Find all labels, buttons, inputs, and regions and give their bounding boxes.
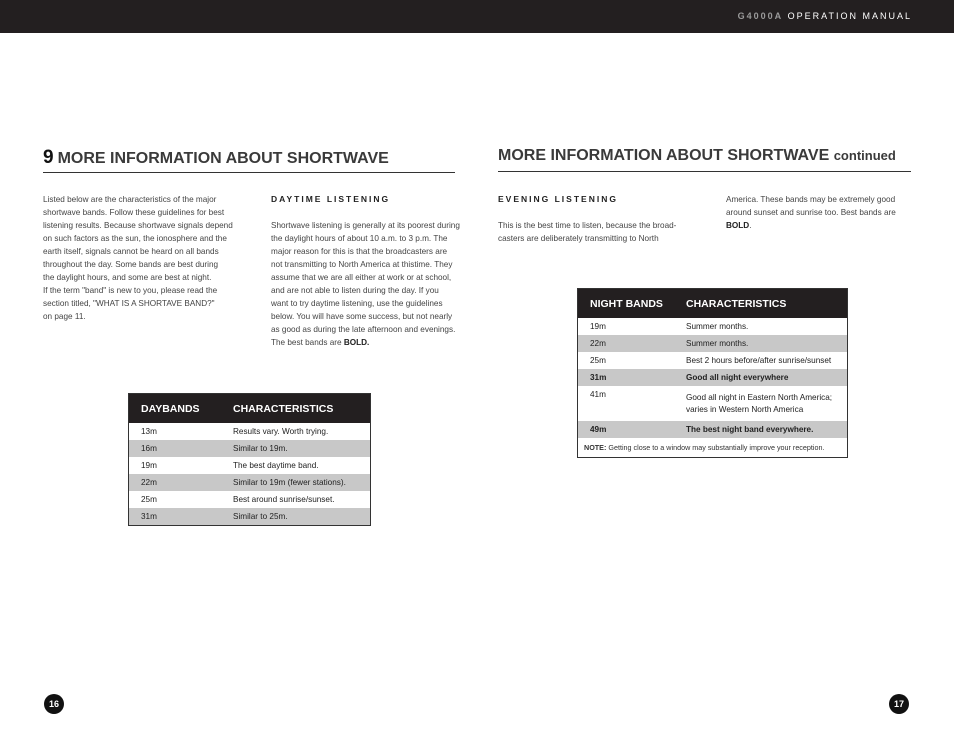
band-cell: 49m [578, 421, 675, 438]
table-header-row [578, 289, 848, 319]
band-cell: 25m [590, 356, 606, 365]
intro-paragraph [43, 193, 243, 323]
table-note-row [578, 438, 848, 458]
page-number-left: 16 [44, 694, 64, 714]
heading-continued: continued [833, 148, 896, 163]
intro-line: Listed below are the characteristics of the major [43, 195, 217, 204]
note-text: Getting close to a window may substantially improve your reception. [608, 443, 825, 452]
evening-line-last [726, 219, 916, 232]
col-header-characteristics: CHARACTERISTICS [674, 289, 848, 319]
desc-cell: The best daytime band. [233, 461, 319, 470]
desc-cell: Best around sunrise/sunset. [233, 495, 335, 504]
table-row [129, 474, 371, 491]
daytime-bold-word: BOLD. [343, 338, 370, 347]
left-heading-text: MORE INFORMATION ABOUT SHORTWAVE [57, 150, 389, 167]
left-heading-rule [43, 172, 455, 173]
intro-line: section titled, "WHAT IS A SHORTAVE BAND?" [43, 299, 215, 308]
table-row [578, 421, 848, 438]
band-cell: 22m [129, 474, 222, 491]
table-row [129, 457, 371, 474]
table-row [129, 491, 371, 508]
daytime-paragraph [271, 219, 461, 349]
desc-cell: Similar to 19m. [221, 440, 371, 457]
evening-paragraph-continued [726, 193, 916, 232]
daytime-subheading: DAYTIME LISTENING [271, 194, 391, 204]
band-cell: 31m [129, 508, 222, 526]
daytime-last-text: The best bands are [271, 338, 342, 347]
intro-line: listening results. Because shortwave signals depend [43, 221, 233, 230]
evening-line: America. These bands may be extremely good [726, 195, 896, 204]
daytime-line: the daylight hours of about 10 a.m. to 3 p.m. The [271, 234, 448, 243]
daytime-line: assume that we are all either at work or at school, [271, 273, 452, 282]
manual-title-text: OPERATION MANUAL [787, 11, 912, 21]
evening-line: around sunset and sunrise too. Best bands are [726, 208, 896, 217]
band-cell: 25m [141, 495, 157, 504]
desc-cell: Good all night everywhere [674, 369, 848, 386]
daybands-table [128, 393, 371, 526]
table-row [129, 508, 371, 526]
desc-cell: Results vary. Worth trying. [233, 427, 329, 436]
daytime-line-last [271, 336, 461, 349]
band-cell: 19m [141, 461, 157, 470]
right-heading-text: MORE INFORMATION ABOUT SHORTWAVE [498, 147, 830, 164]
daytime-line: Shortwave listening is generally at its poorest during [271, 221, 460, 230]
intro-line: on page 11. [43, 312, 86, 321]
intro-line: shortwave bands. Follow these guidelines for best [43, 208, 225, 217]
evening-bold-word: BOLD [726, 221, 750, 230]
page-number-right: 17 [889, 694, 909, 714]
right-heading-rule [498, 171, 911, 172]
desc-cell: The best night band everywhere. [674, 421, 848, 438]
band-cell: 31m [578, 369, 675, 386]
band-cell: 41m [590, 390, 606, 399]
table-row [578, 335, 848, 352]
evening-line: This is the best time to listen, because the broad- [498, 221, 677, 230]
evening-subheading: EVENING LISTENING [498, 194, 618, 204]
daytime-line: not transmitting to North America at thistime. They [271, 260, 453, 269]
desc-cell: Best 2 hours before/after sunrise/sunset [686, 356, 832, 365]
table-note [578, 438, 848, 458]
col-header-characteristics: CHARACTERISTICS [221, 394, 371, 424]
desc-cell: Similar to 25m. [221, 508, 371, 526]
evening-line: casters are deliberately transmitting to North [498, 234, 659, 243]
band-cell: 16m [129, 440, 222, 457]
col-header-daybands: DAYBANDS [129, 394, 222, 424]
table-header-row [129, 394, 371, 424]
intro-line: throughout the day. Some bands are best during [43, 260, 219, 269]
intro-line: If the term "band" is new to you, please read the [43, 286, 218, 295]
intro-line: earth itself, signals cannot be heard on all bands [43, 247, 219, 256]
header-bar [0, 0, 954, 33]
intro-line: on such factors as the sun, the ionosphere and the [43, 234, 227, 243]
table-row [578, 352, 848, 369]
table-row [129, 423, 371, 440]
col-header-nightbands: NIGHT BANDS [578, 289, 675, 319]
desc-cell: Similar to 19m (fewer stations). [221, 474, 371, 491]
band-cell: 19m [590, 322, 606, 331]
table-row [578, 369, 848, 386]
evening-period: . [749, 221, 752, 230]
nightbands-table [577, 288, 848, 458]
band-cell: 13m [141, 427, 157, 436]
desc-cell: Summer months. [686, 322, 749, 331]
intro-line: the daylight hours, and some are best at night. [43, 273, 212, 282]
section-number: 9 [43, 147, 54, 168]
table-row [578, 318, 848, 335]
desc-line: varies in Western North America [686, 405, 804, 414]
daytime-line: want to try daytime listening, use the guidelines [271, 299, 443, 308]
table-row [578, 386, 848, 421]
desc-cell [674, 386, 848, 421]
daytime-line: and are not able to listen during the day. If you [271, 286, 439, 295]
right-page-heading [498, 147, 896, 165]
daytime-line: major reason for this is that the broadcasters are [271, 247, 448, 256]
table-row [129, 440, 371, 457]
daytime-line: as good as during the late afternoon and evenings. [271, 325, 456, 334]
manual-title [738, 11, 912, 21]
evening-paragraph [498, 219, 698, 245]
daytime-line: below. You will have some success, but not nearly [271, 312, 453, 321]
band-cell: 22m [578, 335, 675, 352]
note-label: NOTE: [584, 443, 607, 452]
desc-line: Good all night in Eastern North America; [686, 393, 833, 402]
left-page-heading [43, 147, 389, 169]
desc-cell: Summer months. [674, 335, 848, 352]
model-name: G4000A [737, 11, 784, 21]
